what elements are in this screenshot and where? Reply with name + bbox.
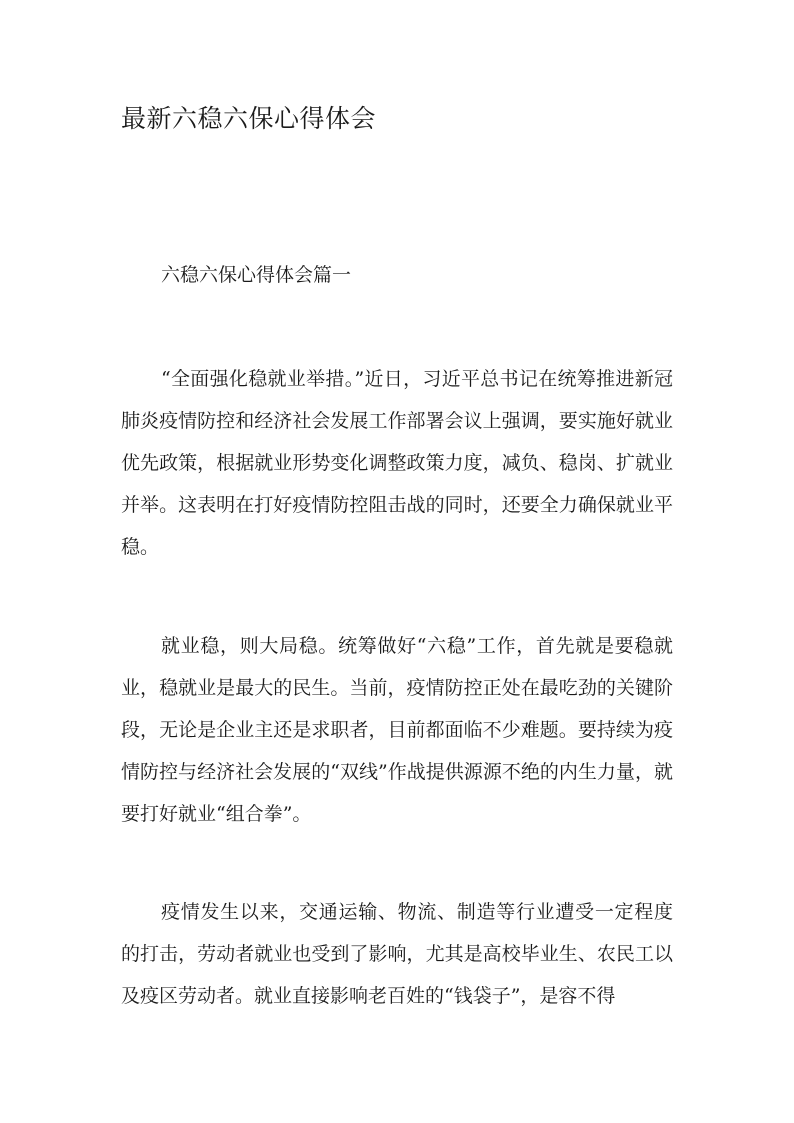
paragraph-1: “全面强化稳就业举措。”近日，习近平总书记在统筹推进新冠肺炎疫情防控和经济社会发展工作部署会议上强调，要实施好就业优先政策，根据就业形势变化调整政策力度，减负、稳岗、扩就业并举。这表明在打好疫情防控阻击战的同时，还要全力确保就业平稳。 — [121, 368, 673, 558]
paragraph-2: 就业稳，则大局稳。统筹做好“六稳”工作，首先就是要稳就业，稳就业是最大的民生。当前，疫情防控正处在最吃劲的关键阶段，无论是企业主还是求职者，目前都面临不少难题。要持续为疫情防控与经济社会发展的“双线”作战提供源源不绝的内生力量，就要打好就业“组合拳”。 — [121, 635, 673, 825]
paragraph-3: 疫情发生以来，交通运输、物流、制造等行业遭受一定程度的打击，劳动者就业也受到了影响，尤其是高校毕业生、农民工以及疫区劳动者。就业直接影响老百姓的“钱袋子”，是容不得 — [121, 901, 673, 1007]
section-heading: 六稳六保心得体会篇一 — [161, 264, 352, 286]
document-title: 最新六稳六保心得体会 — [121, 104, 377, 133]
